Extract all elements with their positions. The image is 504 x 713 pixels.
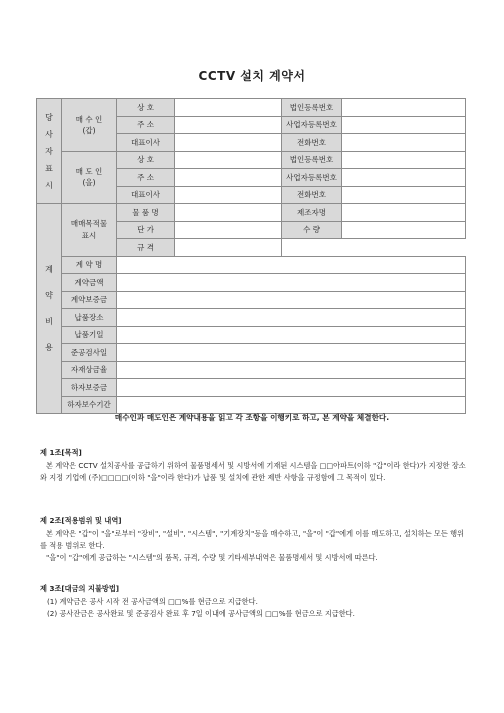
manufacturer-label: 제조자명: [282, 204, 342, 222]
seller-ceo-label: 대표이사: [117, 186, 175, 204]
seller-corp-no-label: 법인등록번호: [282, 151, 342, 169]
contract-table: [36, 98, 466, 414]
buyer-biz-no-field[interactable]: [342, 116, 466, 134]
parties-section-label: [37, 99, 62, 204]
warranty-period-field[interactable]: [117, 396, 466, 414]
buyer-name-field[interactable]: [175, 99, 282, 117]
article-1: [40, 447, 470, 484]
unit-price-label: 단 가: [117, 221, 175, 239]
item-label: 매매목적물 표시: [62, 204, 117, 257]
seller-name-label: 상 호: [117, 151, 175, 169]
contract-section-text: 계약비용: [45, 264, 53, 352]
article-3-text-1: (1) 계약금은 공사 시작 전 공사금액의 □□%를 현금으로 지급한다.: [47, 597, 258, 606]
buyer-biz-no-label: 사업자등록번호: [282, 116, 342, 134]
delivery-date-label: 납품기일: [62, 326, 117, 344]
quantity-field[interactable]: [342, 221, 466, 239]
unit-price-field[interactable]: [175, 221, 282, 239]
seller-biz-no-field[interactable]: [342, 169, 466, 187]
seller-name-field[interactable]: [175, 151, 282, 169]
contract-amount-field[interactable]: [117, 274, 466, 292]
buyer-address-label: 주 소: [117, 116, 175, 134]
delivery-place-field[interactable]: [117, 309, 466, 327]
spec-empty: [282, 239, 466, 257]
quantity-label: 수 량: [282, 221, 342, 239]
spec-label: 규 격: [117, 239, 175, 257]
material-rate-label: 자재상금율: [62, 361, 117, 379]
manufacturer-field[interactable]: [342, 204, 466, 222]
article-3-text-2: (2) 공사잔금은 공사완료 및 준공검사 완료 후 7일 이내에 공사금액의 □□%를 현금으로 지급한다.: [47, 609, 355, 618]
seller-label: 매 도 인 (을): [62, 151, 117, 204]
delivery-date-field[interactable]: [117, 326, 466, 344]
inspection-date-label: 준공검사일: [62, 344, 117, 362]
buyer-address-field[interactable]: [175, 116, 282, 134]
inspection-date-field[interactable]: [117, 344, 466, 362]
seller-corp-no-field[interactable]: [342, 151, 466, 169]
delivery-place-label: 납품장소: [62, 309, 117, 327]
warranty-deposit-field[interactable]: [117, 379, 466, 397]
contract-deposit-field[interactable]: [117, 291, 466, 309]
article-3: [40, 583, 470, 620]
seller-ceo-field[interactable]: [175, 186, 282, 204]
seller-biz-no-label: 사업자등록번호: [282, 169, 342, 187]
seller-address-field[interactable]: [175, 169, 282, 187]
warranty-period-label: 하자보수기간: [62, 396, 117, 414]
article-2-text-2: "을"이 "갑"에게 공급하는 "시스템"의 품목, 규격, 수량 및 기타세부내역은 물품명세서 및 시방서에 따른다.: [46, 553, 378, 562]
article-3-heading: 제 3조[대금의 지불방법]: [40, 584, 120, 593]
contract-amount-label: 계약금액: [62, 274, 117, 292]
parties-section-text: 당사자표시: [45, 112, 53, 190]
seller-address-label: 주 소: [117, 169, 175, 187]
buyer-ceo-field[interactable]: [175, 134, 282, 152]
buyer-corp-no-label: 법인등록번호: [282, 99, 342, 117]
material-rate-field[interactable]: [117, 361, 466, 379]
article-1-heading: 제 1조[목적]: [40, 448, 82, 457]
contract-section-label: [37, 204, 62, 414]
buyer-phone-label: 전화번호: [282, 134, 342, 152]
spec-field[interactable]: [175, 239, 282, 257]
item-name-label: 물 품 명: [117, 204, 175, 222]
contract-name-label: 계 약 명: [62, 256, 117, 274]
seller-phone-field[interactable]: [342, 186, 466, 204]
contract-name-field[interactable]: [117, 256, 466, 274]
article-2-heading: 제 2조[적용범위 및 내역]: [40, 516, 122, 525]
article-2: [40, 515, 470, 564]
buyer-corp-no-field[interactable]: [342, 99, 466, 117]
warranty-deposit-label: 하자보증금: [62, 379, 117, 397]
item-name-field[interactable]: [175, 204, 282, 222]
agreement-statement: 매수인과 매도인은 계약내용을 읽고 각 조항을 이행키로 하고, 본 계약을 체결한다.: [114, 413, 390, 422]
article-1-text: 본 계약은 CCTV 설치공사를 공급하기 위하여 물품명세서 및 시방서에 기재된 시스템을 □□아파트(이하 "갑"이라 한다)가 지정한 장소와 지정 기업에 (주)□□□□(이하 "을"이라 한다)가 납품 및 설치에 관한 제반 사항을 규정함에 그 목적이 있다.: [40, 461, 466, 482]
buyer-phone-field[interactable]: [342, 134, 466, 152]
buyer-label: 매 수 인 (갑): [62, 99, 117, 152]
buyer-ceo-label: 대표이사: [117, 134, 175, 152]
contract-deposit-label: 계약보증금: [62, 291, 117, 309]
seller-phone-label: 전화번호: [282, 186, 342, 204]
buyer-name-label: 상 호: [117, 99, 175, 117]
page-title: CCTV 설치 계약서: [198, 69, 306, 83]
article-2-text-1: 본 계약은 "갑"이 "을"로부터 "장비", "설비", "시스템", "기계장치"등을 매수하고, "을"이 "갑"에게 이를 매도하고, 설치하는 모든 행위를 적용 범위로 한다.: [40, 529, 464, 550]
